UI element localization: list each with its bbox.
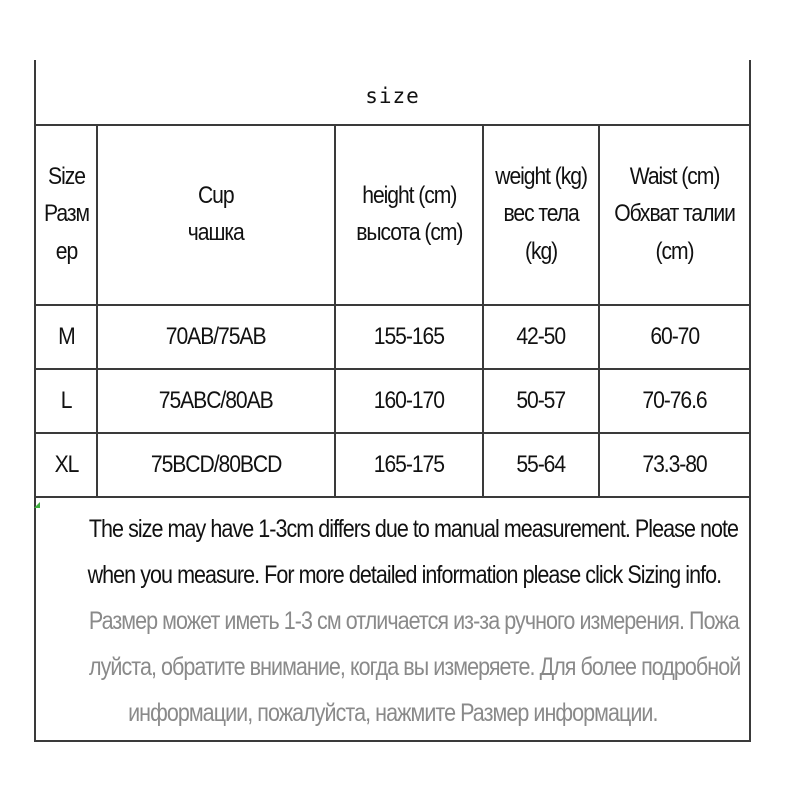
note-ru-line: Размер может иметь 1-3 см отличается из-за ручного измерения. Пожа <box>88 607 739 635</box>
table-cell-cup: 75BCD/80BCD <box>98 434 336 498</box>
table-cell-weight: 55-64 <box>484 434 600 498</box>
size-chart <box>34 60 751 742</box>
table-cell-cup: 75ABC/80AB <box>98 370 336 434</box>
table-cell-height: 160-170 <box>336 370 484 434</box>
table-cell-size: M <box>36 306 98 370</box>
table-cell-weight: 50-57 <box>484 370 600 434</box>
header-size: Size Разм ер <box>36 124 98 306</box>
table-cell-waist: 60-70 <box>600 306 749 370</box>
size-title-row <box>36 60 749 126</box>
table-cell-height: 165-175 <box>336 434 484 498</box>
header-cup: Cup чашка <box>98 124 336 306</box>
note-ru-line: информации, пожалуйста, нажмите Размер информации. <box>127 699 658 727</box>
chart-title: size <box>365 84 420 108</box>
table-cell-waist: 73.3-80 <box>600 434 749 498</box>
size-table <box>36 124 749 498</box>
table-cell-size: XL <box>36 434 98 498</box>
note-en-line: The size may have 1-3cm differs due to manual measurement. Please note <box>88 515 739 543</box>
table-cell-size: L <box>36 370 98 434</box>
measurement-notes <box>36 500 749 740</box>
note-en-line: when you measure. For more detailed information please click Sizing info. <box>87 561 722 589</box>
table-cell-cup: 70AB/75AB <box>98 306 336 370</box>
header-weight: weight (kg) вес тела (kg) <box>484 124 600 306</box>
header-waist: Waist (cm) Обхват талии (cm) <box>600 124 749 306</box>
note-ru-line: луйста, обратите внимание, когда вы измеряете. Для более подробной <box>89 653 741 681</box>
table-cell-weight: 42-50 <box>484 306 600 370</box>
table-cell-height: 155-165 <box>336 306 484 370</box>
table-cell-waist: 70-76.6 <box>600 370 749 434</box>
header-height: height (cm) высота (cm) <box>336 124 484 306</box>
